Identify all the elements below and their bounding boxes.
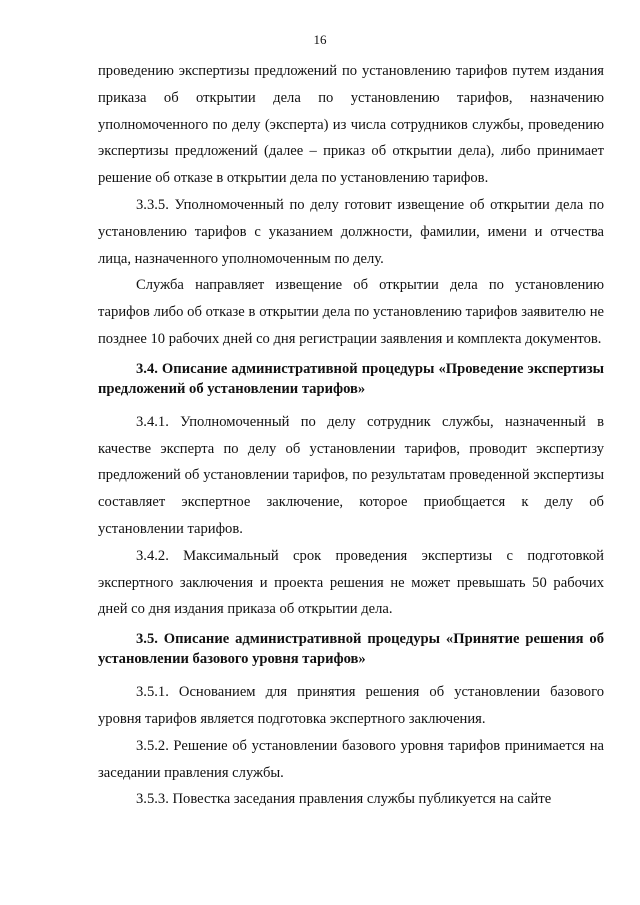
document-body xyxy=(98,58,604,813)
section-heading-3-4: 3.4. Описание административной процедуры «Проведение экспертизы предложений об установлении тарифов» xyxy=(98,360,604,397)
section-heading-3-5: 3.5. Описание административной процедуры «Принятие решения об установлении базового уровня тарифов» xyxy=(98,631,604,668)
page-number: 16 xyxy=(313,32,327,47)
paragraph-3-5-3: 3.5.3. Повестка заседания правления службы публикуется на сайте xyxy=(136,791,552,808)
paragraph-3-5-1: 3.5.1. Основанием для принятия решения об установлении базового уровня тарифов является подготовка экспертного заключения. xyxy=(98,684,604,727)
paragraph-notification: Служба направляет извещение об открытии дела по установлению тарифов либо об отказе в открытии дела по установлению тарифов заявителю не позднее 10 рабочих дней со дня регистрации заявления и комплекта документов. xyxy=(98,277,604,347)
paragraph-3-4-2: 3.4.2. Максимальный срок проведения экспертизы с подготовкой экспертного заключения и проекта решения не может превышать 50 рабочих дней со дня издания приказа об открытии дела. xyxy=(98,547,604,618)
paragraph-3-3-5: 3.3.5. Уполномоченный по делу готовит извещение об открытии дела по установлению тарифов с указанием должности, фамилии, имени и отчества лица, назначенного уполномоченным по делу. xyxy=(98,196,604,267)
paragraph-3-3-4-continued: проведению экспертизы предложений по установлению тарифов путем издания приказа об открытии дела по установлению тарифов, назначению уполномоченного по делу (эксперта) из числа сотрудников службы, проведению экспертизы предложений (далее – приказ об открытии дела), либо принимает решение об отказе в открытии дела по установлению тарифов. xyxy=(98,63,604,187)
paragraph-3-4-1: 3.4.1. Уполномоченный по делу сотрудник службы, назначенный в качестве эксперта по делу об установлении тарифов, проводит экспертизу предложений об установлении тарифов, по результатам проведенной экспертизы составляет экспертное заключение, которое приобщается к делу об установлении тарифов. xyxy=(98,413,604,537)
paragraph-3-5-2: 3.5.2. Решение об установлении базового уровня тарифов принимается на заседании правления службы. xyxy=(98,737,604,781)
